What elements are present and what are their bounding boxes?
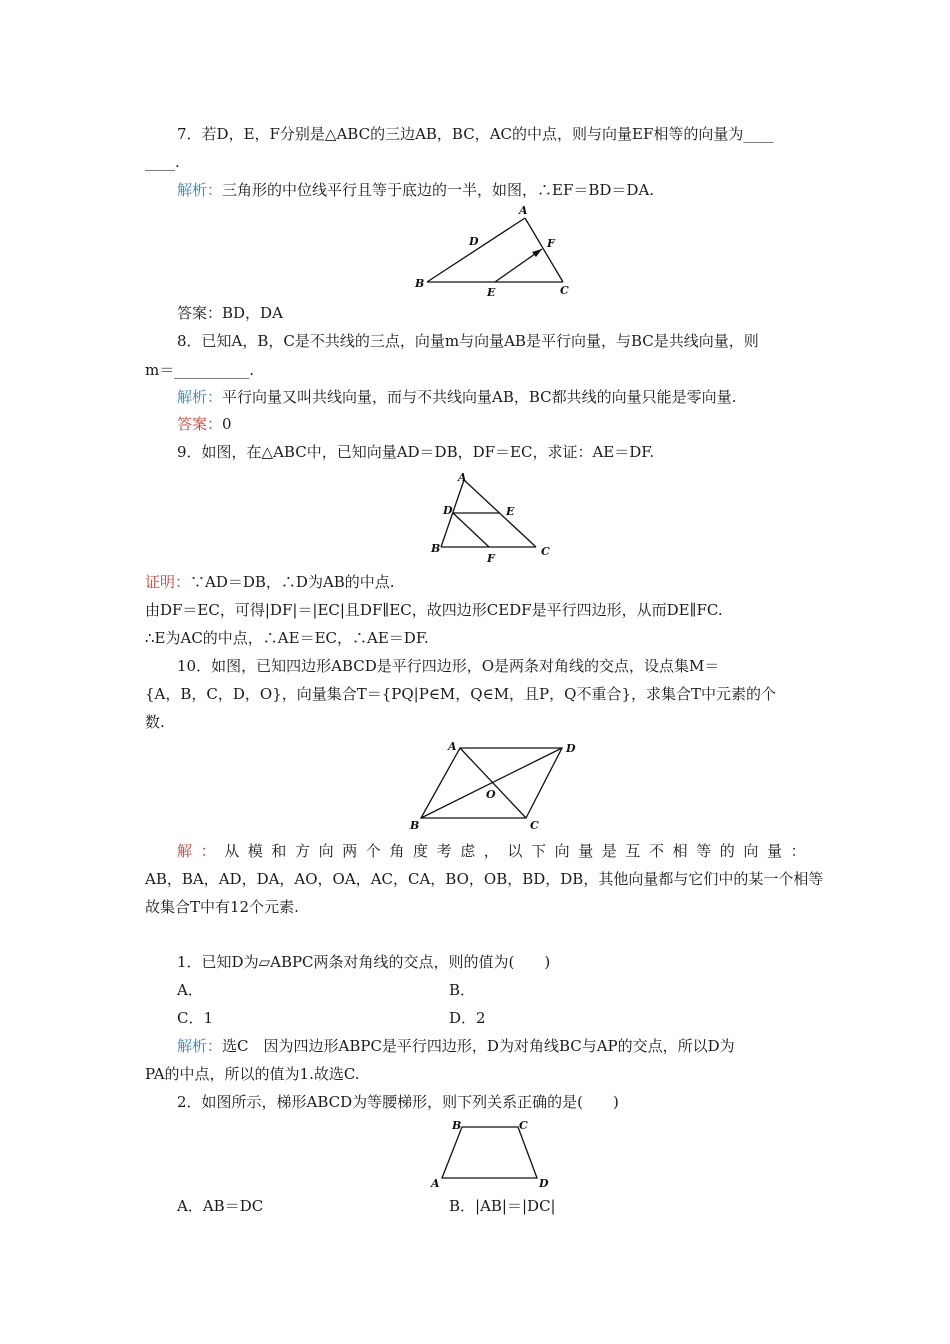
q9-label-e: E xyxy=(506,505,515,518)
p1-analysis xyxy=(177,1036,735,1056)
q9-label-f: F xyxy=(487,552,495,565)
p2-trapezoid-figure xyxy=(425,1115,555,1190)
q8-stem-line2: m＝__________. xyxy=(145,361,254,379)
q9-proof-text: ∵AD＝DB，∴D为AB的中点. xyxy=(190,573,395,591)
q10-label-o: O xyxy=(486,788,496,801)
p2-stem: 2．如图所示，梯形ABCD为等腰梯形，则下列关系正确的是( ) xyxy=(177,1093,619,1111)
q10-solution-label: 解： xyxy=(177,842,225,860)
q7-stem-line1: 7．若D，E，F分别是△ABC的三边AB，BC，AC的中点，则与向量EF相等的向量为____ xyxy=(177,125,774,143)
p1-option-a: A． xyxy=(177,981,203,999)
q9-proof-line2: 由DF＝EC，可得|DF|＝|EC|且DF∥EC，故四边形CEDF是平行四边形，从而DE∥FC. xyxy=(145,601,723,619)
q7-label-b: B xyxy=(415,277,425,290)
q10-label-d: D xyxy=(566,742,576,755)
p2-option-b: B．|AB|＝|DC| xyxy=(449,1197,556,1215)
q8-stem-line1: 8．已知A，B，C是不共线的三点，向量m与向量AB是平行向量，与BC是共线向量，则 xyxy=(177,332,759,350)
q10-solution xyxy=(177,841,814,861)
p1-analysis-text: 选C 因为四边形ABPC是平行四边形，D为对角线BC与AP的交点，所以D为 xyxy=(222,1037,735,1055)
p2-label-a: A xyxy=(431,1177,440,1190)
q9-label-c: C xyxy=(541,545,550,558)
q8-analysis-label: 解析： xyxy=(177,388,223,406)
p2-label-c: C xyxy=(519,1119,528,1132)
q7-label-f: F xyxy=(547,237,555,250)
q8-answer xyxy=(177,414,232,434)
q10-label-b: B xyxy=(410,819,420,832)
q7-label-e: E xyxy=(487,286,496,299)
q7-label-c: C xyxy=(560,284,569,297)
p2-option-a: A．AB＝DC xyxy=(177,1197,264,1215)
q9-stem: 9．如图，在△ABC中，已知向量AD＝DB，DF＝EC，求证：AE＝DF. xyxy=(177,443,655,461)
q7-label-a: A xyxy=(519,204,528,217)
q9-triangle-figure xyxy=(425,470,560,565)
p1-analysis-label: 解析： xyxy=(177,1037,223,1055)
p2-label-d: D xyxy=(539,1177,549,1190)
q10-stem-line3: 数. xyxy=(145,713,165,731)
q8-analysis xyxy=(177,387,736,407)
q7-label-d: D xyxy=(469,235,479,248)
p1-option-b: B． xyxy=(449,981,476,999)
p1-option-c: C．1 xyxy=(177,1009,214,1027)
q9-label-b: B xyxy=(431,542,441,555)
q10-stem-line2: {A，B，C，D，O}，向量集合T＝{PQ|P∈M，Q∈M，且P，Q不重合}，求集合T中元素的个 xyxy=(145,685,776,703)
q10-solution-text: 从模和方向两个角度考虑，以下向量是互不相等的向量： xyxy=(224,842,815,860)
p1-analysis-line2: PA的中点，所以的值为1.故选C. xyxy=(145,1065,360,1083)
q9-label-a: A xyxy=(458,471,467,484)
q7-answer: 答案：BD，DA xyxy=(177,304,283,322)
p1-option-d: D．2 xyxy=(449,1009,486,1027)
q8-answer-label: 答案： xyxy=(177,415,223,433)
q9-proof-label: 证明： xyxy=(145,573,191,591)
q10-parallelogram-figure xyxy=(400,735,585,835)
q7-analysis xyxy=(177,180,654,200)
q9-label-d: D xyxy=(443,504,453,517)
q7-analysis-text: 三角形的中位线平行且等于底边的一半，如图，∴EF＝BD＝DA. xyxy=(222,181,655,199)
q9-proof-line3: ∴E为AC的中点，∴AE＝EC，∴AE＝DF. xyxy=(145,629,429,647)
q7-triangle-figure xyxy=(405,203,585,299)
q10-label-c: C xyxy=(530,819,539,832)
q10-label-a: A xyxy=(448,740,457,753)
q10-stem-line1: 10．如图，已知四边形ABCD是平行四边形，O是两条对角线的交点，设点集M＝ xyxy=(177,657,720,675)
q10-solution-line2: AB，BA，AD，DA，AO，OA，AC，CA，BO，OB，BD，DB，其他向量都与它们中的某一个相等 xyxy=(145,870,824,888)
q8-answer-text: 0 xyxy=(222,415,232,433)
p2-label-b: B xyxy=(452,1119,462,1132)
q7-analysis-label: 解析： xyxy=(177,181,223,199)
q8-analysis-text: 平行向量又叫共线向量，而与不共线向量AB，BC都共线的向量只能是零向量. xyxy=(222,388,737,406)
q9-proof xyxy=(145,572,395,592)
p1-stem: 1．已知D为▱ABPC两条对角线的交点，则的值为( ) xyxy=(177,953,551,971)
q7-stem-line2: ____. xyxy=(145,153,180,171)
q10-solution-line3: 故集合T中有12个元素. xyxy=(145,898,299,916)
